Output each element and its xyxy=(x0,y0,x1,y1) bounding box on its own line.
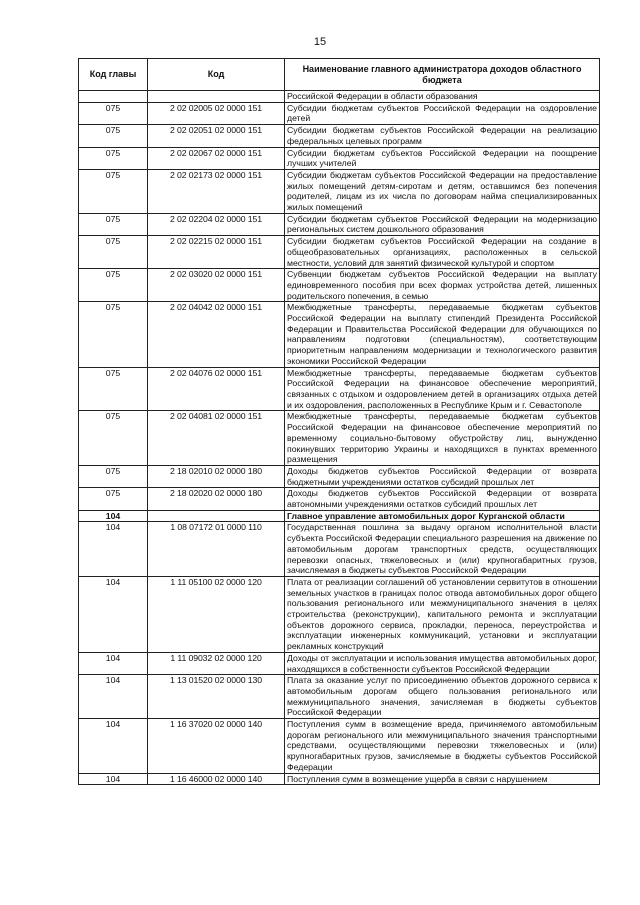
chapter-code-cell: 104 xyxy=(79,719,148,774)
table-row xyxy=(79,411,600,466)
chapter-code-cell: 075 xyxy=(79,465,148,487)
table-row xyxy=(79,302,600,367)
revenue-code-cell: 1 11 05100 02 0000 120 xyxy=(148,576,285,652)
revenue-code-cell: 2 02 02067 02 0000 151 xyxy=(148,147,285,169)
chapter-code-cell: 075 xyxy=(79,125,148,147)
table-row xyxy=(79,169,600,213)
chapter-code-cell: 104 xyxy=(79,773,148,785)
table-row xyxy=(79,488,600,510)
revenue-code-cell: 2 02 02204 02 0000 151 xyxy=(148,213,285,235)
header-name: Наименование главного администратора доходов областного бюджета xyxy=(285,59,600,91)
chapter-code-cell: 075 xyxy=(79,102,148,124)
header-code: Код xyxy=(148,59,285,91)
chapter-code-cell: 075 xyxy=(79,302,148,367)
revenue-code-cell: 2 02 02051 02 0000 151 xyxy=(148,125,285,147)
revenue-code-cell: 2 02 03020 02 0000 151 xyxy=(148,269,285,302)
revenue-name-cell: Российской Федерации в области образования xyxy=(285,91,600,103)
table-header-row xyxy=(79,59,600,91)
revenue-code-cell: 1 16 46000 02 0000 140 xyxy=(148,773,285,785)
chapter-code-cell: 104 xyxy=(79,522,148,577)
chapter-code-cell: 104 xyxy=(79,675,148,719)
table-row xyxy=(79,465,600,487)
revenue-code-cell: 2 02 02173 02 0000 151 xyxy=(148,169,285,213)
revenue-name-cell: Плата от реализации соглашений об установлении сервитутов в отношении земельных участков в границах полос отвода автомобильных дорог общего пользования регионального или межмуниципального значения в целях строительства (реконструкции), капитального ремонта и эксплуатации объектов дорожного сервиса, прокладки, переноса, переустройства и эксплуатации инженерных коммуникаций, установки и эксплуатации рекламных конструкций xyxy=(285,576,600,652)
table-row xyxy=(79,269,600,302)
revenue-name-cell: Поступления сумм в возмещение ущерба в связи с нарушением xyxy=(285,773,600,785)
revenue-administrators-table xyxy=(78,58,600,785)
revenue-code-cell: 2 02 04081 02 0000 151 xyxy=(148,411,285,466)
header-chapter-code: Код главы xyxy=(79,59,148,91)
revenue-code-cell: 2 18 02020 02 0000 180 xyxy=(148,488,285,510)
table-row xyxy=(79,652,600,674)
revenue-code-cell: 1 08 07172 01 0000 110 xyxy=(148,522,285,577)
table-row xyxy=(79,91,600,103)
table-row xyxy=(79,236,600,269)
revenue-code-cell: 1 16 37020 02 0000 140 xyxy=(148,719,285,774)
chapter-code-cell: 104 xyxy=(79,576,148,652)
revenue-name-cell: Межбюджетные трансферты, передаваемые бюджетам субъектов Российской Федерации на выплату стипендий Президента Российской Федерации и Правительства Российской Федерации для обучающихся по направлениям подготовки (специальностям), соответствующим приоритетным направлениям модернизации и технологического развития экономики Российской Федерации xyxy=(285,302,600,367)
table-row xyxy=(79,719,600,774)
revenue-code-cell: 2 02 02215 02 0000 151 xyxy=(148,236,285,269)
table-row xyxy=(79,213,600,235)
revenue-code-cell: 2 02 02005 02 0000 151 xyxy=(148,102,285,124)
chapter-code-cell: 104 xyxy=(79,652,148,674)
revenue-name-cell: Субсидии бюджетам субъектов Российской Федерации на поощрение лучших учителей xyxy=(285,147,600,169)
revenue-name-cell: Доходы бюджетов субъектов Российской Федерации от возврата автономными учреждениями остатков субсидий прошлых лет xyxy=(285,488,600,510)
revenue-name-cell: Доходы от эксплуатации и использования имущества автомобильных дорог, находящихся в собственности субъектов Российской Федерации xyxy=(285,652,600,674)
page-number: 15 xyxy=(313,36,327,48)
revenue-code-cell: 2 18 02010 02 0000 180 xyxy=(148,465,285,487)
revenue-name-cell: Государственная пошлина за выдачу органом исполнительной власти субъекта Российской Федерации специального разрешения на движение по автомобильным дорогам транспортных средств, осуществляющих перевозки опасных, тяжеловесных и (или) крупногабаритных грузов, зачисляемая в бюджеты субъектов Российской Федерации xyxy=(285,522,600,577)
chapter-code-cell: 075 xyxy=(79,269,148,302)
revenue-name-cell: Межбюджетные трансферты, передаваемые бюджетам субъектов Российской Федерации на финансовое обеспечение мероприятий по временному социально-бытовому обустройству лиц, вынужденно покинувших территорию Украины и находящихся в пунктах временного размещения xyxy=(285,411,600,466)
table-row xyxy=(79,102,600,124)
revenue-code-cell: 1 11 09032 02 0000 120 xyxy=(148,652,285,674)
table-row xyxy=(79,522,600,577)
chapter-code-cell: 075 xyxy=(79,236,148,269)
revenue-code-cell: 1 13 01520 02 0000 130 xyxy=(148,675,285,719)
revenue-name-cell: Доходы бюджетов субъектов Российской Федерации от возврата бюджетными учреждениями остатков субсидий прошлых лет xyxy=(285,465,600,487)
chapter-code-cell: 075 xyxy=(79,169,148,213)
revenue-name-cell: Плата за оказание услуг по присоединению объектов дорожного сервиса к автомобильным дорогам общего пользования регионального или межмуниципального значения, зачисляемая в бюджеты субъектов Российской Федерации xyxy=(285,675,600,719)
revenue-code-cell: 2 02 04076 02 0000 151 xyxy=(148,367,285,411)
chapter-code-cell xyxy=(79,91,148,103)
table-row xyxy=(79,367,600,411)
table-row xyxy=(79,147,600,169)
revenue-name-cell: Поступления сумм в возмещение вреда, причиняемого автомобильным дорогам регионального или межмуниципального значения транспортными средствами, осуществляющими перевозки тяжеловесных и (или) крупногабаритных грузов, зачисляемые в бюджеты субъектов Российской Федерации xyxy=(285,719,600,774)
revenue-name-cell: Субсидии бюджетам субъектов Российской Федерации на создание в общеобразовательных организациях, расположенных в сельской местности, условий для занятий физической культурой и спортом xyxy=(285,236,600,269)
revenue-name-cell: Субсидии бюджетам субъектов Российской Федерации на предоставление жилых помещений детям-сиротам и детям, оставшимся без попечения родителей, лицам из их числа по договорам найма специализированных жилых помещений xyxy=(285,169,600,213)
revenue-name-cell: Субсидии бюджетам субъектов Российской Федерации на реализацию федеральных целевых программ xyxy=(285,125,600,147)
chapter-code-cell: 075 xyxy=(79,367,148,411)
chapter-code-cell: 075 xyxy=(79,488,148,510)
revenue-name-cell: Субвенции бюджетам субъектов Российской Федерации на выплату единовременного пособия при всех формах устройства детей, лишенных родительского попечения, в семью xyxy=(285,269,600,302)
revenue-name-cell: Субсидии бюджетам субъектов Российской Федерации на оздоровление детей xyxy=(285,102,600,124)
revenue-name-cell: Межбюджетные трансферты, передаваемые бюджетам субъектов Российской Федерации на финансовое обеспечение мероприятий, связанных с отдыхом и оздоровлением детей в организациях отдыха детей и их оздоровления, расположенных в Республике Крым и г. Севастополе xyxy=(285,367,600,411)
table-row xyxy=(79,675,600,719)
table-body xyxy=(79,91,600,785)
revenue-name-cell: Главное управление автомобильных дорог Курганской области xyxy=(285,510,600,522)
revenue-code-cell xyxy=(148,510,285,522)
chapter-code-cell: 075 xyxy=(79,147,148,169)
chapter-code-cell: 104 xyxy=(79,510,148,522)
table-row xyxy=(79,576,600,652)
revenue-code-cell: 2 02 04042 02 0000 151 xyxy=(148,302,285,367)
revenue-name-cell: Субсидии бюджетам субъектов Российской Федерации на модернизацию региональных систем дошкольного образования xyxy=(285,213,600,235)
table-row xyxy=(79,125,600,147)
chapter-code-cell: 075 xyxy=(79,411,148,466)
table-row xyxy=(79,510,600,522)
chapter-code-cell: 075 xyxy=(79,213,148,235)
revenue-code-cell xyxy=(148,91,285,103)
table-row xyxy=(79,773,600,785)
